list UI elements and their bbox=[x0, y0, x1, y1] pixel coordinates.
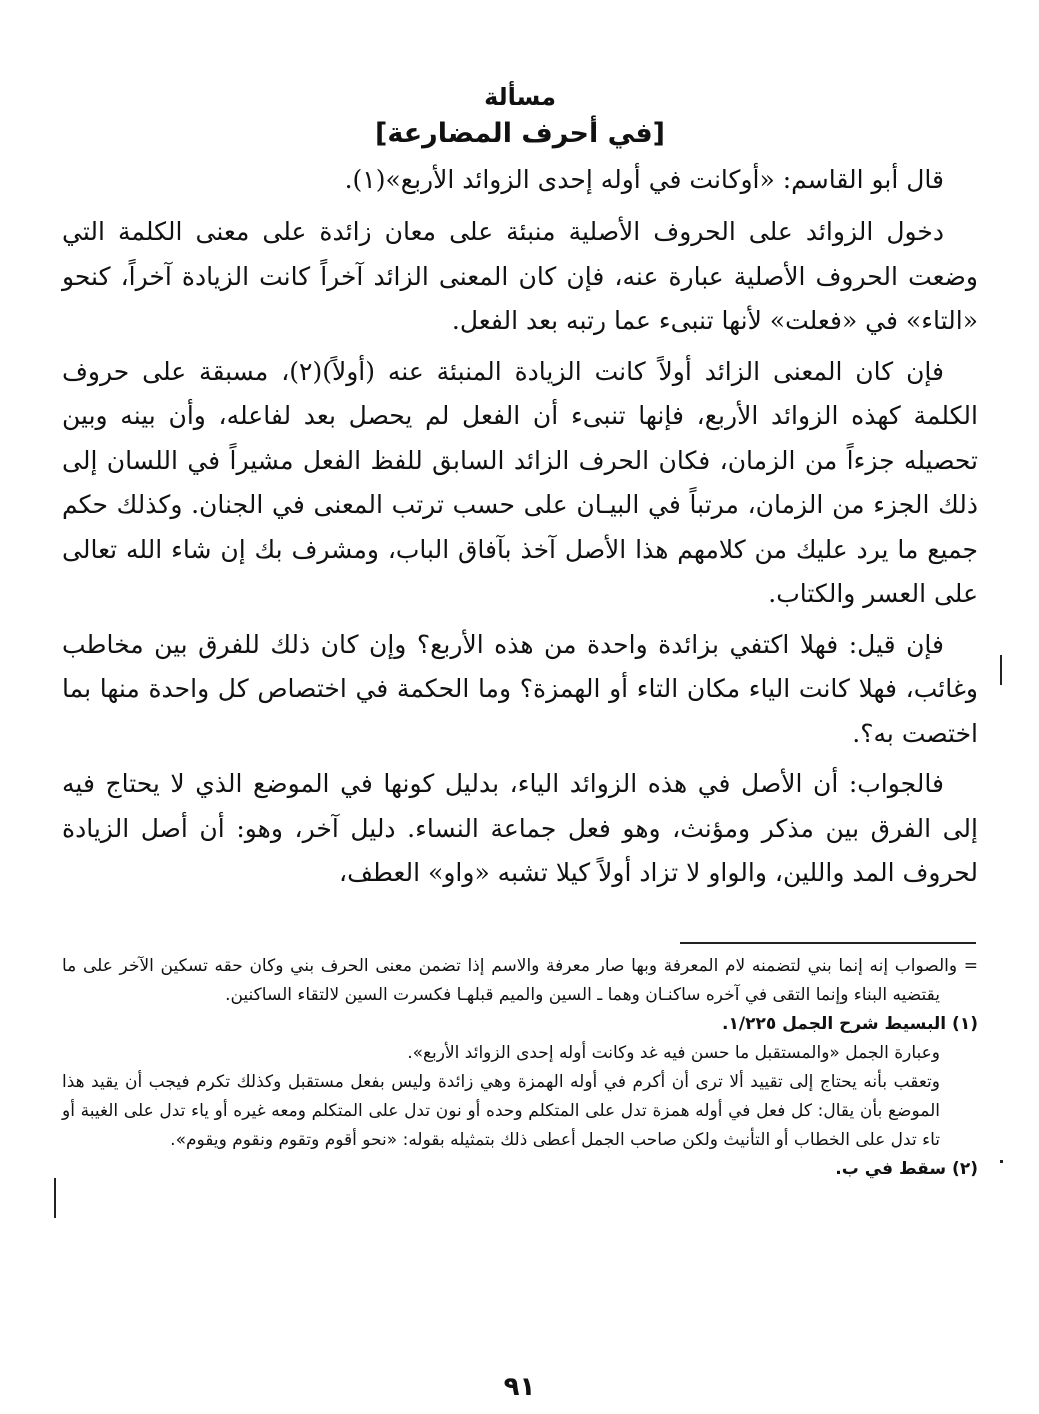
footnotes bbox=[62, 952, 978, 1184]
footnote-continued: = والصواب إنه إنما بني لتضمنه لام المعرفة وبها صار معرفة والاسم إذا تضمن معنى الحرف بني وكان حقه تسكين الآخر على ما يقتضيه البناء وإنما التقى في آخره ساكنـان وهما ـ السين والميم قبلهـا فكسرت السين لالتقاء الساكنين. bbox=[62, 956, 978, 1005]
footnote-1-title: (١) البسيط شرح الجمل ١/٢٢٥. bbox=[722, 1014, 978, 1034]
paragraph: فإن قيل: فهلا اكتفي بزائدة واحدة من هذه الأربع؟ وإن كان ذلك للفرق بين مخاطب وغائب، فهلا كانت الياء مكان التاء أو الهمزة؟ وما الحكمة في اختصاص كل واحدة منها بما اختصت به؟. bbox=[62, 629, 978, 748]
footnote-separator bbox=[680, 942, 976, 944]
chapter-heading: مسألة bbox=[484, 83, 556, 111]
footnote-1-body: وتعقب بأنه يحتاج إلى تقييد ألا ترى أن أكرم في أوله الهمزة وهي زائدة وليس بفعل مستقبل وكذلك تكرم فيجب أن يقيد هذا الموضع بأن يقال: كل فعل في أوله همزة تدل على المتكلم وحده أو نون تدل على المتكلم ومعه غيره أو ياء تدل على الغيبة أو تاء تدل على الخطاب أو التأنيث ولكن صاحب الجمل أعطى ذلك بتمثيله بقوله: «نحو أقوم وتقوم ونقوم ويقوم». bbox=[62, 1072, 940, 1150]
page-number: ٩١ bbox=[503, 1372, 536, 1402]
quoted-text: قال أبو القاسم: «أوكانت في أوله إحدى الزوائد الأربع»(١). bbox=[344, 165, 944, 194]
chapter-subheading: [في أحرف المضارعة] bbox=[375, 118, 665, 149]
paragraph: فالجواب: أن الأصل في هذه الزوائد الياء، بدليل كونها في الموضع الذي لا يحتاج فيه إلى الفرق بين مذكر ومؤنث، وهو فعل جماعة النساء. دليل آخر، وهو: أن أصل الزيادة لحروف المد واللين، والواو لا تزاد أولاً كيلا تشبه «واو» العطف، bbox=[62, 769, 978, 887]
margin-mark bbox=[1000, 1160, 1003, 1163]
footnote-2: (٢) سقط في ب. bbox=[835, 1159, 978, 1179]
paragraph: دخول الزوائد على الحروف الأصلية منبئة على معان زائدة على معنى الكلمة التي وضعت الحروف الأصلية عبارة عنه، فإن كان المعنى الزائد آخراً كانت الزيادة آخراً، كنحو «التاء» في «فعلت» لأنها تنبىء عما رتبه بعد الفعل. bbox=[62, 217, 978, 335]
margin-mark bbox=[54, 1178, 56, 1218]
paragraph: فإن كان المعنى الزائد أولاً كانت الزيادة المنبئة عنه (أولاً)(٢)، مسبقة على حروف الكلمة كهذه الزوائد الأربع، فإنها تنبىء أن الفعل لم يحصل بعد لفاعله، وأن بينه وبين تحصيله جزءاً من الزمان، فكان الحرف الزائد السابق للفظ الفعل مشيراً في اللسان إلى ذلك الجزء من الزمان، مرتباً في البيـان على حسب ترتب المعنى في الجنان. وكذلك حكم جميع ما يرد عليك من كلامهم هذا الأصل آخذ بآفاق الباب، ومشرف بك إن شاء الله تعالى على العسر والكتاب. bbox=[62, 356, 978, 608]
page-body bbox=[62, 80, 978, 902]
margin-mark bbox=[1000, 655, 1002, 685]
footnote-1-body: وعبارة الجمل «والمستقبل ما حسن فيه غد وكانت أوله إحدى الزوائد الأربع». bbox=[407, 1043, 940, 1063]
